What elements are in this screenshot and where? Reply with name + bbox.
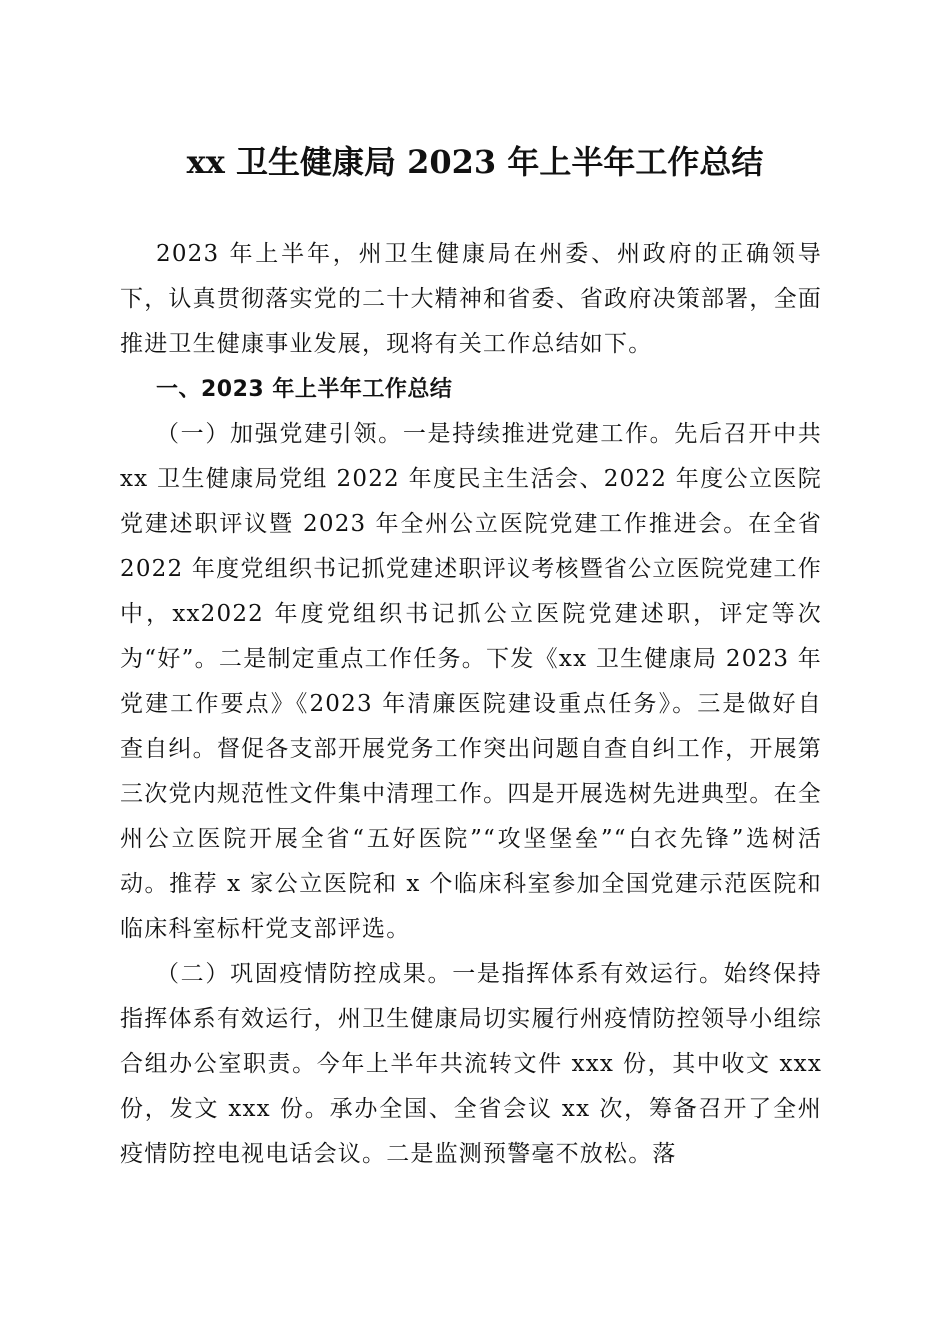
- subsection-1-label: （一）加强党建引领。: [156, 421, 403, 447]
- intro-paragraph: 2023 年上半年，州卫生健康局在州委、州政府的正确领导下，认真贯彻落实党的二十大精神和省委、省政府决策部署，全面推进卫生健康事业发展，现将有关工作总结如下。: [120, 241, 822, 357]
- document-title: xx 卫生健康局 2023 年上半年工作总结: [186, 143, 764, 181]
- subsection-1-text: 一是持续推进党建工作。先后召开中共 xx 卫生健康局党组 2022 年度民主生活会、2022 年度公立医院党建述职评议暨 2023 年全州公立医院党建工作推进会。在全省 2022 年度党组织书记抓党建述职评议考核暨省公立医院党建工作中，xx2022 年度党组织书记抓公立医院党建述职，评定等次为“好”。二是制定重点工作任务。下发《xx 卫生健康局 2023 年党建工作要点》《2023 年清廉医院建设重点任务》。三是做好自查自纠。督促各支部开展党务工作突出问题自查自纠工作，开展第三次党内规范性文件集中清理工作。四是开展选树先进典型。在全州公立医院开展全省“五好医院”“攻坚堡垒”“白衣先锋”选树活动。推荐 x 家公立医院和 x 个临床科室参加全国党建示范医院和临床科室标杆党支部评选。: [120, 421, 822, 942]
- subsection-2-text: 一是指挥体系有效运行。始终保持指挥体系有效运行，州卫生健康局切实履行州疫情防控领导小组综合组办公室职责。今年上半年共流转文件 xxx 份，其中收文 xxx 份，发文 xxx 份。承办全国、全省会议 xx 次，筹备召开了全州疫情防控电视电话会议。二是监测预警毫不放松。落: [120, 961, 822, 1167]
- subsection-2-paragraph: [120, 952, 822, 1177]
- document-body: [120, 232, 822, 1177]
- section-heading: 一、2023 年上半年工作总结: [156, 377, 453, 402]
- subsection-2-label: （二）巩固疫情防控成果。: [156, 961, 453, 987]
- subsection-1-paragraph: [120, 412, 822, 952]
